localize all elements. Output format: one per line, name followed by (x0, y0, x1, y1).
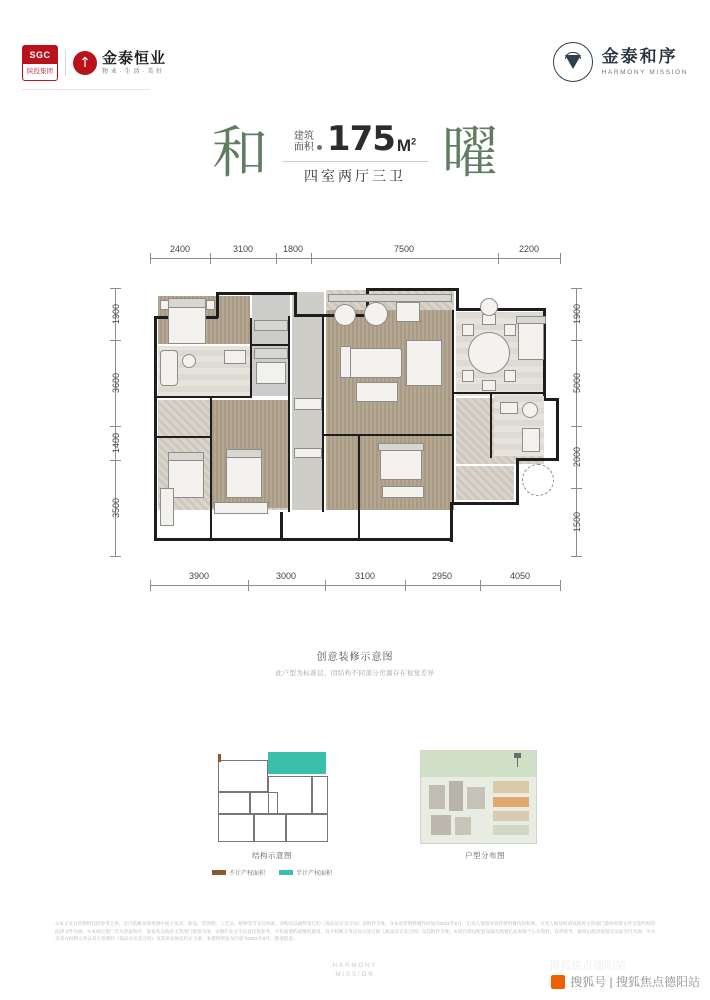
project-name-cn: 金泰和序 (601, 46, 678, 66)
dimension-chain-right (565, 288, 587, 556)
site-plan-caption: 户型分布图 (465, 851, 505, 860)
jthy-logo (73, 51, 166, 75)
watermark-ghost: 搜狐焦点德阳站 (549, 960, 626, 972)
legend-item-0 (212, 868, 265, 877)
structure-thumbnail[interactable] (192, 750, 352, 890)
dim-bot-4: 4050 (509, 571, 531, 581)
site-plan-image (420, 750, 537, 844)
floorplan-note: 此户型为标准层，因结构不同部分房源存在视觉差异 (275, 670, 435, 677)
dim-right-2: 2000 (572, 446, 582, 468)
jthy-company-name: 金泰恒业 (102, 49, 167, 67)
dim-bot-3: 2950 (431, 571, 453, 581)
dim-bot-1: 3000 (275, 571, 297, 581)
legend-label-1: 半计产权面积 (296, 871, 333, 877)
project-name-en: HARMONY MISSION (601, 69, 688, 77)
title-char-left: 和 (212, 121, 268, 186)
sgc-logo-top-text: SGC (23, 46, 57, 64)
dim-top-3: 7500 (393, 244, 415, 254)
dim-left-0: 1900 (111, 303, 121, 325)
logo-divider (65, 50, 66, 76)
thumbnail-row (0, 745, 710, 895)
dimension-chain-top (150, 244, 560, 270)
dim-top-0: 2400 (169, 244, 191, 254)
footer-brand-en: MISSION (335, 972, 375, 978)
area-label-line2: 面积 (293, 142, 314, 153)
sohu-logo-icon (551, 975, 565, 989)
dim-top-4: 2200 (518, 244, 540, 254)
dim-left-2: 1400 (111, 432, 121, 454)
dim-right-1: 5000 (572, 372, 582, 394)
site-plan-thumbnail[interactable] (420, 750, 550, 880)
title-char-right: 曜 (442, 121, 498, 186)
legend-item-1 (279, 868, 332, 877)
structure-legend (192, 868, 352, 877)
page-header (0, 42, 710, 92)
footer-brand-cn: HARMONY (332, 963, 378, 969)
sgc-logo-bottom-text: 陕投集团 (27, 68, 53, 75)
floorplan-drawing (150, 288, 560, 556)
dim-top-2: 1800 (282, 244, 304, 254)
floorplan-caption: 创意装修示意图 (316, 652, 394, 663)
unit-title-block (0, 119, 710, 186)
dim-right-0: 1900 (572, 303, 582, 325)
area-dot-icon (317, 145, 322, 150)
dim-right-3: 1500 (572, 511, 582, 533)
developer-logo-group (22, 45, 166, 81)
harmony-mission-logo-icon (553, 42, 593, 82)
area-label-line1: 建筑 (293, 131, 314, 142)
legal-disclaimer: ①本文及宣传物料仅供参考之用，室内装修及效果图中屋子家具、陈设、装饰物、工艺品、植物等非交付标准；②购房以最终签订的《商品房买卖合同》及附件为准；③本宣传资料制作时间为2021年8月，出卖人保留对宣传资料修改的权利，买受人购房时请以政府主管部门最终审批文件及签约时的法律文件为准；④本项目推广名为金泰和序，备案名以政府主管部门批准为准；⑤图片及文字信息仅供参考，不构成要约或要约邀请，双方权利义务以双方签订的《商品房买卖合同》及其附件为准；⑥项目周边配套设施及规划信息来源于公开资料，仅供参考，最终以政府规划及实际交付为准；⑦买卖双方权利义务以双方签署的《商品房买卖合同》及其补充协议约定为准；本资料所发布内容为2021年8月，敬请留意。 (55, 921, 655, 942)
area-superscript: 2 (411, 136, 417, 147)
dim-left-1: 3600 (111, 372, 121, 394)
jthy-company-slogan: 物 业 · 生 活 · 美 好 (102, 68, 163, 75)
legend-label-0: 不计产权面积 (228, 871, 265, 877)
legend-swatch-0 (212, 870, 226, 875)
area-unit: $M^2$ (396, 136, 417, 155)
area-value: 175 (326, 119, 395, 159)
dim-bot-2: 3100 (354, 571, 376, 581)
dim-left-3: 3500 (111, 497, 121, 519)
floorplan-caption-block (0, 648, 710, 677)
dim-bot-0: 3900 (188, 571, 210, 581)
floorplan-area (0, 240, 710, 677)
structure-diagram (216, 750, 328, 842)
sgc-logo-icon (22, 45, 58, 81)
dim-top-1: 3100 (232, 244, 254, 254)
dimension-chain-left (104, 288, 126, 556)
legend-swatch-1 (279, 870, 293, 875)
room-config: 四室两厅三卫 (282, 161, 428, 186)
watermark-text: 搜狐号 | 搜狐焦点德阳站 (570, 975, 700, 989)
header-underline (22, 89, 150, 90)
project-logo-group (553, 42, 688, 82)
jthy-badge-icon: ↑ (73, 51, 97, 75)
watermark (551, 973, 700, 990)
structure-thumbnail-caption: 结构示意图 (252, 851, 292, 860)
dimension-chain-bottom (150, 571, 560, 597)
